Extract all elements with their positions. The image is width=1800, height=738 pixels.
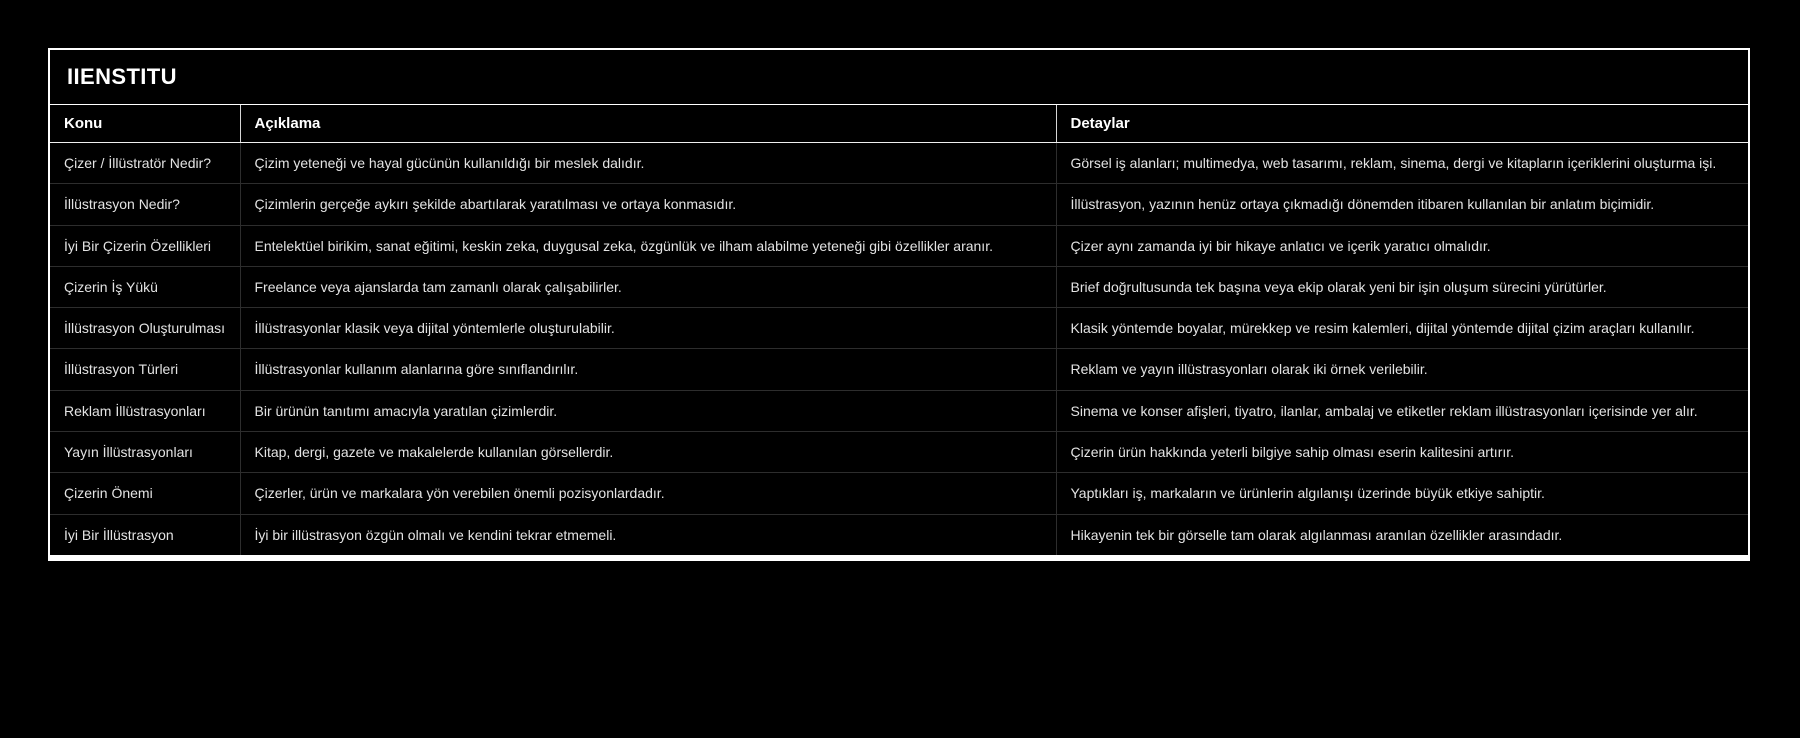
- cell-detaylar: Yaptıkları iş, markaların ve ürünlerin algılanışı üzerinde büyük etkiye sahiptir.: [1056, 473, 1748, 514]
- cell-detaylar: İllüstrasyon, yazının henüz ortaya çıkmadığı dönemden itibaren kullanılan bir anlatım biçimidir.: [1056, 184, 1748, 225]
- cell-aciklama: İllüstrasyonlar klasik veya dijital yöntemlerle oluşturulabilir.: [240, 308, 1056, 349]
- cell-aciklama: Freelance veya ajanslarda tam zamanlı olarak çalışabilirler.: [240, 266, 1056, 307]
- column-header-detaylar: Detaylar: [1056, 105, 1748, 143]
- table-row: [50, 390, 1748, 431]
- card-title: IIENSTITU: [50, 50, 1748, 105]
- content-table: [50, 105, 1748, 555]
- cell-konu: Yayın İllüstrasyonları: [50, 432, 240, 473]
- cell-konu: Çizerin İş Yükü: [50, 266, 240, 307]
- cell-detaylar: Çizer aynı zamanda iyi bir hikaye anlatıcı ve içerik yaratıcı olmalıdır.: [1056, 225, 1748, 266]
- table-row: [50, 349, 1748, 390]
- cell-konu: İllüstrasyon Türleri: [50, 349, 240, 390]
- cell-aciklama: İllüstrasyonlar kullanım alanlarına göre sınıflandırılır.: [240, 349, 1056, 390]
- table-row: [50, 143, 1748, 184]
- cell-konu: İllüstrasyon Nedir?: [50, 184, 240, 225]
- column-header-aciklama: Açıklama: [240, 105, 1056, 143]
- cell-detaylar: Hikayenin tek bir görselle tam olarak algılanması aranılan özellikler arasındadır.: [1056, 514, 1748, 555]
- cell-detaylar: Reklam ve yayın illüstrasyonları olarak iki örnek verilebilir.: [1056, 349, 1748, 390]
- cell-aciklama: Çizimlerin gerçeğe aykırı şekilde abartılarak yaratılması ve ortaya konmasıdır.: [240, 184, 1056, 225]
- table-row: [50, 514, 1748, 555]
- cell-aciklama: Çizim yeteneği ve hayal gücünün kullanıldığı bir meslek dalıdır.: [240, 143, 1056, 184]
- column-header-konu: Konu: [50, 105, 240, 143]
- cell-detaylar: Çizerin ürün hakkında yeterli bilgiye sahip olması eserin kalitesini artırır.: [1056, 432, 1748, 473]
- table-row: [50, 473, 1748, 514]
- cell-aciklama: Çizerler, ürün ve markalara yön verebilen önemli pozisyonlardadır.: [240, 473, 1056, 514]
- content-table-card: [48, 48, 1750, 561]
- cell-konu: İyi Bir İllüstrasyon: [50, 514, 240, 555]
- cell-detaylar: Klasik yöntemde boyalar, mürekkep ve resim kalemleri, dijital yöntemde dijital çizim araçları kullanılır.: [1056, 308, 1748, 349]
- table-row: [50, 184, 1748, 225]
- table-row: [50, 308, 1748, 349]
- cell-aciklama: Entelektüel birikim, sanat eğitimi, keskin zeka, duygusal zeka, özgünlük ve ilham alabilme yeteneği gibi özellikler aranır.: [240, 225, 1056, 266]
- table-row: [50, 266, 1748, 307]
- table-header-row: [50, 105, 1748, 143]
- cell-aciklama: Bir ürünün tanıtımı amacıyla yaratılan çizimlerdir.: [240, 390, 1056, 431]
- cell-konu: İyi Bir Çizerin Özellikleri: [50, 225, 240, 266]
- cell-konu: Çizer / İllüstratör Nedir?: [50, 143, 240, 184]
- cell-konu: İllüstrasyon Oluşturulması: [50, 308, 240, 349]
- table-row: [50, 225, 1748, 266]
- cell-detaylar: Sinema ve konser afişleri, tiyatro, ilanlar, ambalaj ve etiketler reklam illüstrasyonları içerisinde yer alır.: [1056, 390, 1748, 431]
- cell-konu: Çizerin Önemi: [50, 473, 240, 514]
- table-row: [50, 432, 1748, 473]
- cell-konu: Reklam İllüstrasyonları: [50, 390, 240, 431]
- cell-detaylar: Brief doğrultusunda tek başına veya ekip olarak yeni bir işin oluşum sürecini yürütürler.: [1056, 266, 1748, 307]
- cell-aciklama: Kitap, dergi, gazete ve makalelerde kullanılan görsellerdir.: [240, 432, 1056, 473]
- cell-aciklama: İyi bir illüstrasyon özgün olmalı ve kendini tekrar etmemeli.: [240, 514, 1056, 555]
- cell-detaylar: Görsel iş alanları; multimedya, web tasarımı, reklam, sinema, dergi ve kitapların içeriklerini oluşturma işi.: [1056, 143, 1748, 184]
- table-body: [50, 143, 1748, 555]
